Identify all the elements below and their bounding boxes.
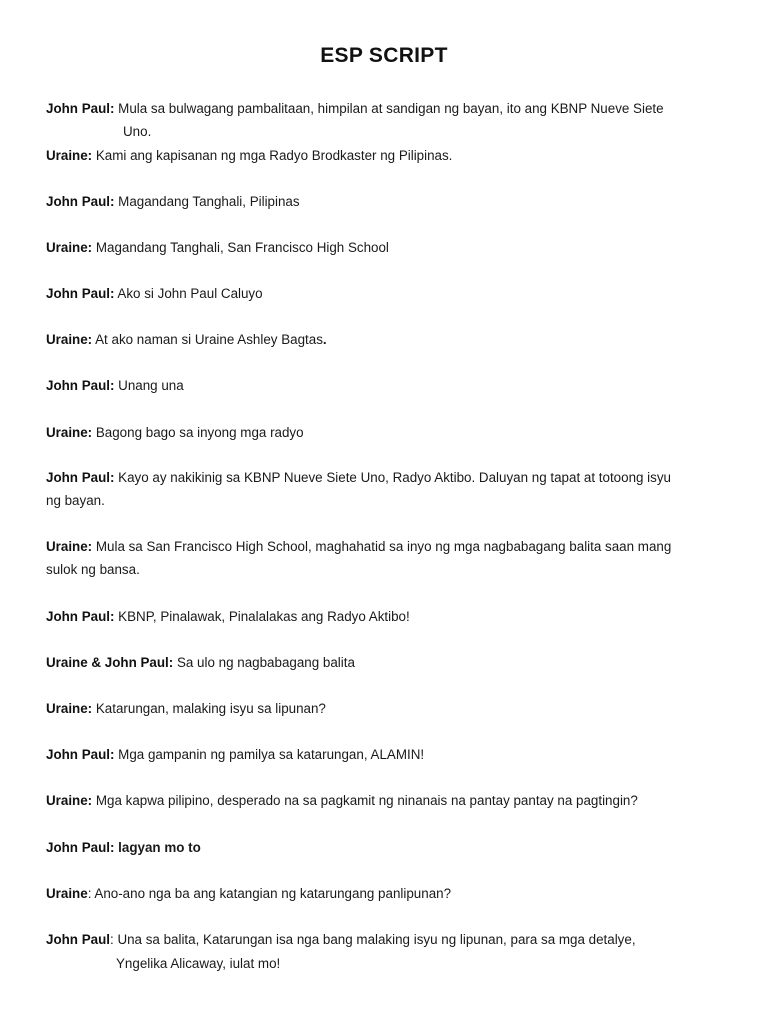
script-line [46, 282, 726, 306]
script-line [46, 328, 726, 352]
script-line [46, 236, 726, 260]
speaker-name: Uraine: [46, 793, 93, 808]
dialogue-text: Unang una [114, 378, 184, 393]
speaker-name: John Paul: [46, 194, 115, 209]
speaker-name: John Paul [46, 932, 110, 947]
script-line [46, 144, 726, 168]
speaker-name: John Paul: [46, 101, 115, 116]
speaker-name: Uraine: [46, 539, 93, 554]
script-line [46, 743, 726, 767]
speaker-name: John Paul: [46, 609, 115, 624]
dialogue-text: Mga gampanin ng pamilya sa katarungan, ALAMIN! [114, 747, 425, 762]
script-line [46, 374, 726, 398]
dialogue-text: Mga kapwa pilipino, desperado na sa pagkamit ng ninanais na pantay pantay na pagtingin? [92, 793, 638, 808]
dialogue-text: Magandang Tanghali, Pilipinas [114, 194, 300, 209]
script-line [46, 466, 726, 490]
speaker-name: John Paul: [46, 747, 115, 762]
script-line [46, 882, 726, 906]
speaker-name: Uraine: [46, 148, 93, 163]
speaker-name: Uraine: [46, 425, 93, 440]
script-line [46, 928, 726, 952]
dialogue-text: Mula sa San Francisco High School, maghahatid sa inyo ng mga nagbabagang balita saan mang [92, 539, 672, 554]
dialogue-tail: . [322, 332, 327, 347]
script-line [46, 421, 726, 445]
dialogue-continuation: Uno. [123, 124, 152, 139]
script-line [46, 605, 726, 629]
dialogue-continuation: sulok ng bansa. [46, 562, 140, 577]
speaker-name: John Paul: [46, 378, 115, 393]
speaker-name: John Paul: [46, 470, 115, 485]
document-title: ESP SCRIPT [320, 44, 448, 67]
dialogue-text: : Ano-ano nga ba ang katangian ng katarungang panlipunan? [87, 886, 452, 901]
script-line [46, 535, 726, 559]
script-line [46, 836, 726, 860]
script-line [46, 97, 726, 121]
dialogue-text: Ako si John Paul Caluyo [114, 286, 263, 301]
speaker-name: Uraine & John Paul: [46, 655, 174, 670]
script-line [46, 651, 726, 675]
dialogue-text: Mula sa bulwagang pambalitaan, himpilan at sandigan ng bayan, ito ang KBNP Nueve Siete [114, 101, 664, 116]
dialogue-text: Kayo ay nakikinig sa KBNP Nueve Siete Uno, Radyo Aktibo. Daluyan ng tapat at totoong isyu [114, 470, 671, 485]
dialogue-continuation: Yngelika Alicaway, iulat mo! [116, 956, 281, 971]
speaker-name: John Paul: [46, 286, 115, 301]
dialogue-text: Bagong bago sa inyong mga radyo [92, 425, 304, 440]
dialogue-text: Sa ulo ng nagbabagang balita [173, 655, 355, 670]
dialogue-continuation: ng bayan. [46, 493, 105, 508]
dialogue-text: Kami ang kapisanan ng mga Radyo Brodkaster ng Pilipinas. [92, 148, 453, 163]
speaker-name: Uraine [46, 886, 88, 901]
script-line [46, 190, 726, 214]
speaker-name: Uraine: [46, 701, 93, 716]
dialogue-text: : Una sa balita, Katarungan isa nga bang malaking isyu ng lipunan, para sa mga detalye, [110, 932, 636, 947]
script-line [46, 697, 726, 721]
speaker-name: Uraine: [46, 332, 93, 347]
dialogue-text: KBNP, Pinalawak, Pinalalakas ang Radyo Aktibo! [114, 609, 410, 624]
speaker-name: Uraine: [46, 240, 93, 255]
dialogue-text: At ako naman si Uraine Ashley Bagtas [92, 332, 323, 347]
dialogue-text: lagyan mo to [114, 840, 201, 855]
speaker-name: John Paul: [46, 840, 115, 855]
dialogue-text: Katarungan, malaking isyu sa lipunan? [92, 701, 326, 716]
script-line [46, 789, 726, 813]
dialogue-text: Magandang Tanghali, San Francisco High School [92, 240, 389, 255]
